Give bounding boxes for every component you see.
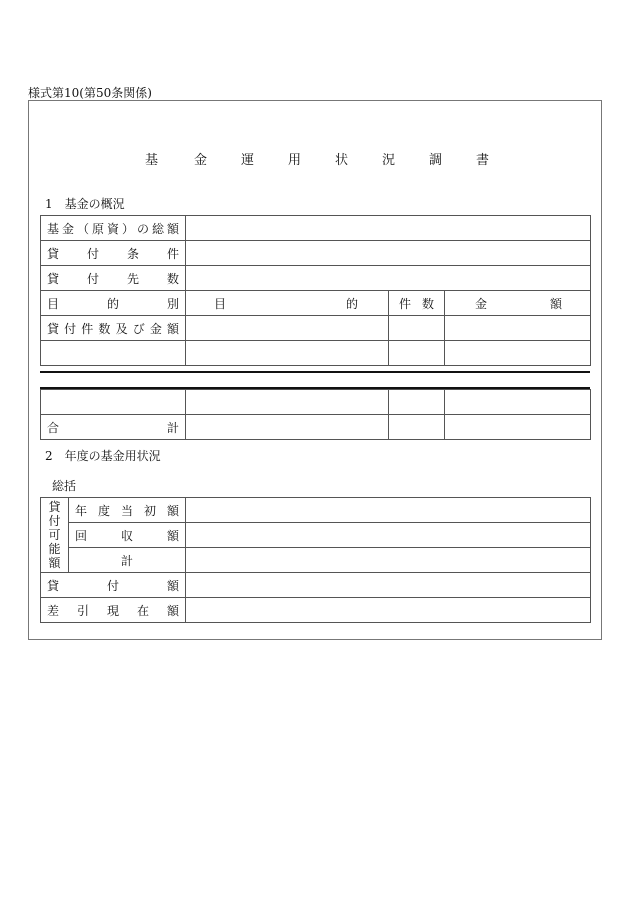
title-char: 状 <box>335 153 349 168</box>
loan-recipients-value[interactable] <box>186 266 591 291</box>
loan-conditions-label: 貸付条件 <box>41 241 186 266</box>
initial-amount-label: 年度当初額 <box>69 498 186 523</box>
amount-total-cell[interactable] <box>445 415 591 440</box>
count-cell[interactable] <box>389 390 445 415</box>
title-char: 書 <box>476 153 490 168</box>
table-row <box>41 266 591 291</box>
subtotal-value[interactable] <box>186 548 591 573</box>
count-cell[interactable] <box>389 316 445 341</box>
loanable-char: 額 <box>48 556 61 570</box>
purpose-header <box>186 291 389 316</box>
amount-header: 金額 <box>445 291 591 316</box>
purpose-total-cell[interactable] <box>186 415 389 440</box>
initial-amount-value[interactable] <box>186 498 591 523</box>
title-char: 運 <box>241 153 255 168</box>
table-row <box>41 498 591 523</box>
section1-heading: 1 基金の概況 <box>45 197 125 211</box>
form-frame <box>28 100 602 640</box>
section-break-line-top <box>40 371 590 373</box>
table-row <box>41 341 591 366</box>
by-purpose-label: 目的別 <box>41 291 186 316</box>
title-char: 金 <box>194 153 208 168</box>
loan-recipients-label: 貸付先数 <box>41 266 186 291</box>
loanable-char: 可 <box>48 528 61 542</box>
count-header: 件数 <box>389 291 445 316</box>
table-row <box>41 241 591 266</box>
total-amount-label: 基金（原資）の総額 <box>41 216 186 241</box>
table-row <box>41 523 591 548</box>
loanable-char: 貸 <box>48 500 61 514</box>
count-total-cell[interactable] <box>389 415 445 440</box>
title-char: 用 <box>288 153 302 168</box>
title-char: 況 <box>382 153 396 168</box>
purpose-header-right: 的 <box>345 296 358 311</box>
purpose-cell[interactable] <box>186 390 389 415</box>
balance-value[interactable] <box>186 598 591 623</box>
loanable-char: 能 <box>48 542 61 556</box>
collected-amount-value[interactable] <box>186 523 591 548</box>
total-amount-value[interactable] <box>186 216 591 241</box>
table-row <box>41 548 591 573</box>
loan-conditions-value[interactable] <box>186 241 591 266</box>
table-row <box>41 291 591 316</box>
purpose-header-left: 目 <box>214 296 227 311</box>
form-number: 様式第10(第50条関係) <box>28 86 152 100</box>
purpose-cell[interactable] <box>186 316 389 341</box>
fund-overview-total-table <box>40 389 591 440</box>
loan-amount-label: 貸付額 <box>41 573 186 598</box>
section2-heading: 2 年度の基金用状況 <box>45 449 161 463</box>
empty-label-cell <box>41 341 186 366</box>
total-label <box>41 415 186 440</box>
collected-amount-label <box>69 523 186 548</box>
table-row <box>41 390 591 415</box>
purpose-cell[interactable] <box>186 341 389 366</box>
subtotal-label: 計 <box>69 548 186 573</box>
total-label-left: 合 <box>47 420 60 435</box>
fund-overview-table <box>40 215 591 366</box>
fund-usage-summary-table <box>40 497 591 623</box>
loanable-amount-label <box>41 498 69 573</box>
count-cell[interactable] <box>389 341 445 366</box>
collected-amount-text: 回収額 <box>75 528 179 543</box>
title-char: 基 <box>145 153 159 168</box>
document-title <box>29 149 601 167</box>
loanable-char: 付 <box>48 514 61 528</box>
amount-cell[interactable] <box>445 341 591 366</box>
loan-amount-value[interactable] <box>186 573 591 598</box>
empty-label-cell <box>41 390 186 415</box>
total-label-right: 計 <box>166 420 179 435</box>
section2-subheading: 総括 <box>52 479 77 493</box>
table-row <box>41 216 591 241</box>
title-char: 調 <box>429 153 443 168</box>
table-row <box>41 415 591 440</box>
table-row <box>41 573 591 598</box>
balance-label: 差引現在額 <box>41 598 186 623</box>
count-and-amount-label: 貸付件数及び金額 <box>41 316 186 341</box>
amount-cell[interactable] <box>445 316 591 341</box>
amount-cell[interactable] <box>445 390 591 415</box>
table-row <box>41 316 591 341</box>
table-row <box>41 598 591 623</box>
